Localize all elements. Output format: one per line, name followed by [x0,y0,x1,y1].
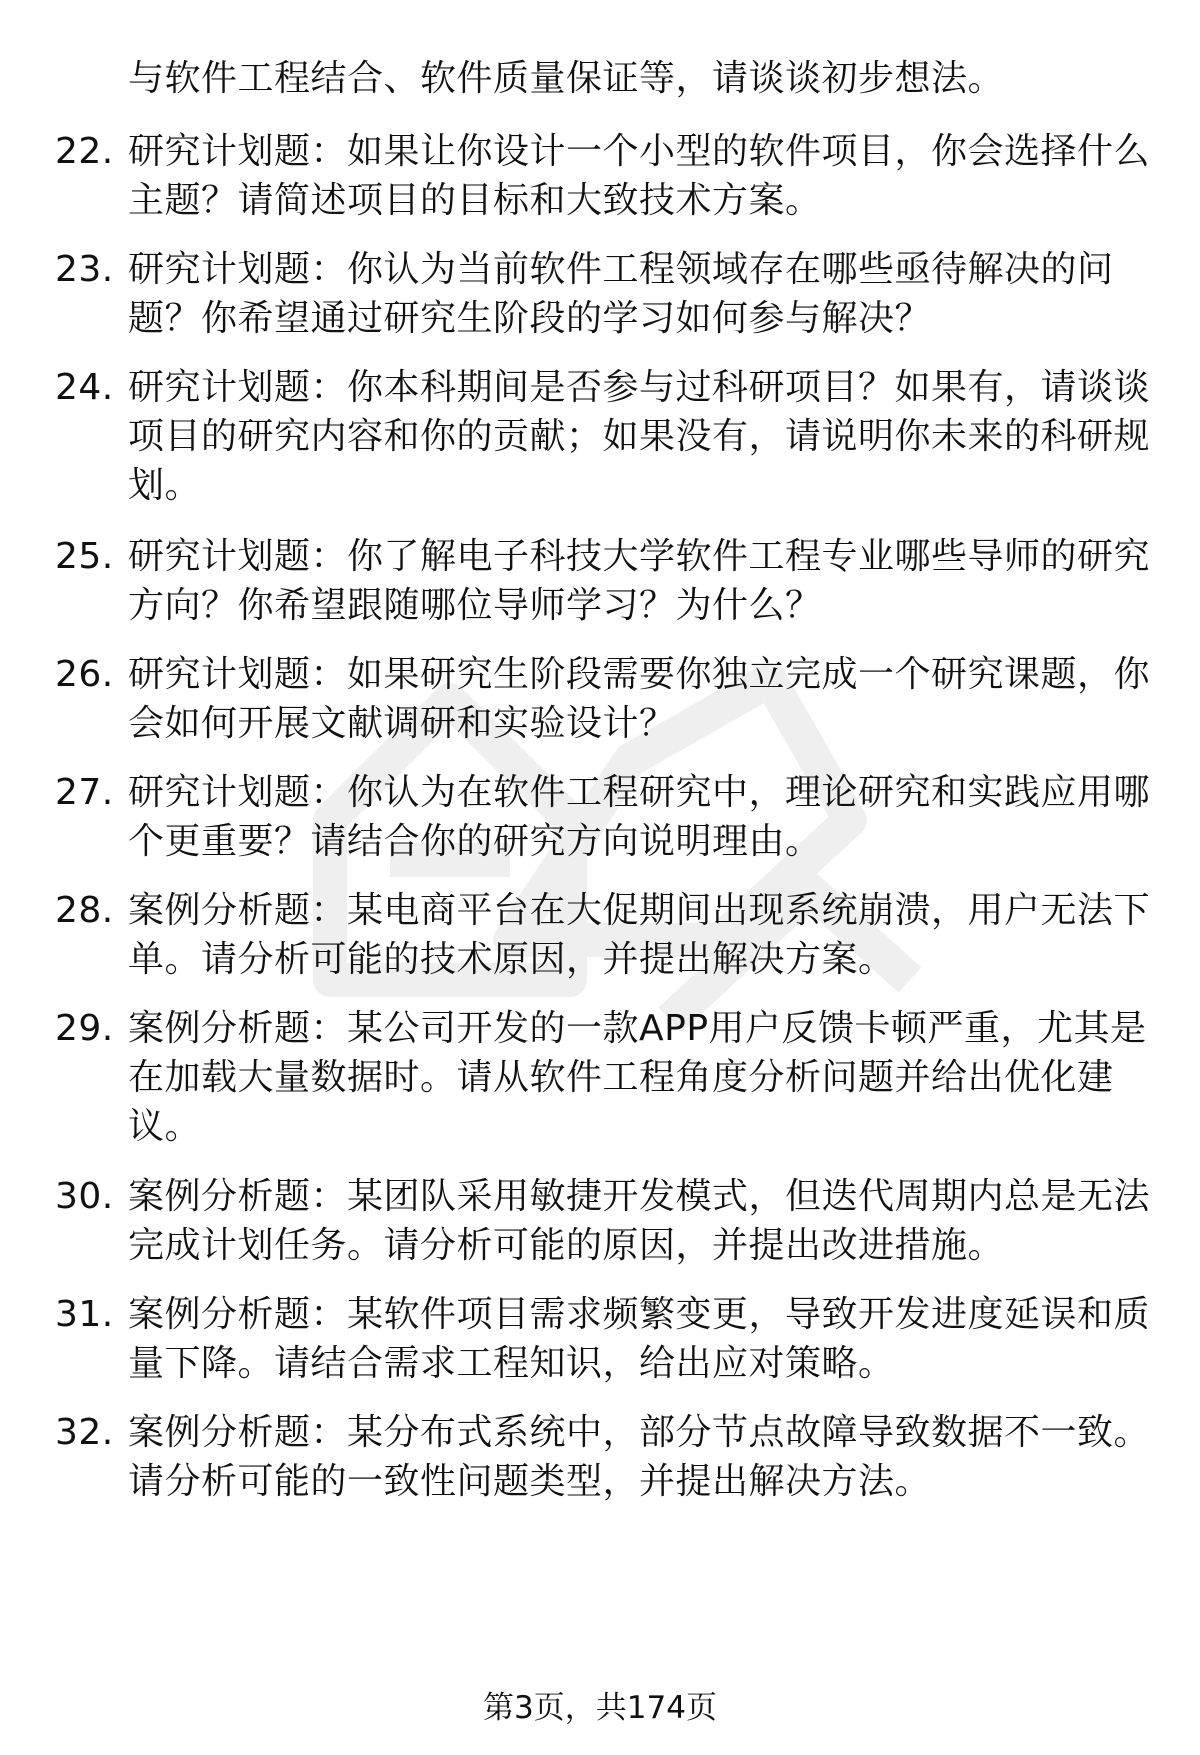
question-text-line: 案例分析题：某软件项目需求频繁变更，导致开发进度延误和质 [128,1294,1151,1335]
question-text-line: 案例分析题：某团队采用敏捷开发模式，但迭代周期内总是无法 [128,1176,1151,1217]
intro-text: 与软件工程结合、软件质量保证等，请谈谈初步想法。 [128,58,1005,99]
question-text-line: 案例分析题：某公司开发的一款APP用户反馈卡顿严重，尤其是 [128,1008,1147,1049]
question-text-line: 个更重要？请结合你的研究方向说明理由。 [128,821,822,862]
question-text-line: 议。 [128,1106,202,1147]
question-text-line: 在加载大量数据时。请从软件工程角度分析问题并给出优化建 [128,1057,1114,1098]
question-text-line: 研究计划题：你本科期间是否参与过科研项目？如果有，请谈谈 [128,367,1151,408]
question-number: 26. [55,654,114,695]
question-text-line: 完成计划任务。请分析可能的原因，并提出改进措施。 [128,1225,1005,1266]
question-text-line: 研究计划题：你认为在软件工程研究中，理论研究和实践应用哪 [128,772,1151,813]
question-number: 25. [55,536,114,577]
question-number: 32. [55,1412,114,1453]
question-text-line: 案例分析题：某电商平台在大促期间出现系统崩溃，用户无法下 [128,890,1151,931]
question-number: 30. [55,1176,114,1217]
question-number: 27. [55,772,114,813]
question-text-line: 研究计划题：如果研究生阶段需要你独立完成一个研究课题，你 [128,654,1151,695]
question-number: 31. [55,1294,114,1335]
question-number: 29. [55,1008,114,1049]
question-number: 23. [55,249,114,290]
question-text-line: 请分析可能的一致性问题类型，并提出解决方法。 [128,1461,932,1502]
question-text-line: 方向？你希望跟随哪位导师学习？为什么？ [128,585,822,626]
question-text-line: 案例分析题：某分布式系统中，部分节点故障导致数据不一致。 [128,1412,1151,1453]
question-text-line: 会如何开展文献调研和实验设计？ [128,703,676,744]
question-text-line: 研究计划题：如果让你设计一个小型的软件项目，你会选择什么 [128,131,1151,172]
question-text-line: 题？你希望通过研究生阶段的学习如何参与解决？ [128,298,932,339]
question-number: 28. [55,890,114,931]
question-text-line: 研究计划题：你了解电子科技大学软件工程专业哪些导师的研究 [128,536,1151,577]
question-text-line: 主题？请简述项目的目标和大致技术方案。 [128,180,822,221]
question-text-line: 项目的研究内容和你的贡献；如果没有，请说明你未来的科研规 [128,416,1151,457]
question-number: 22. [55,131,114,172]
question-text-line: 研究计划题：你认为当前软件工程领域存在哪些亟待解决的问 [128,249,1114,290]
question-text-line: 划。 [128,465,202,506]
question-text-line: 单。请分析可能的技术原因，并提出解决方案。 [128,939,895,980]
page-footer: 第3页，共174页 [483,1690,717,1726]
question-number: 24. [55,367,114,408]
question-text-line: 量下降。请结合需求工程知识，给出应对策略。 [128,1343,895,1384]
